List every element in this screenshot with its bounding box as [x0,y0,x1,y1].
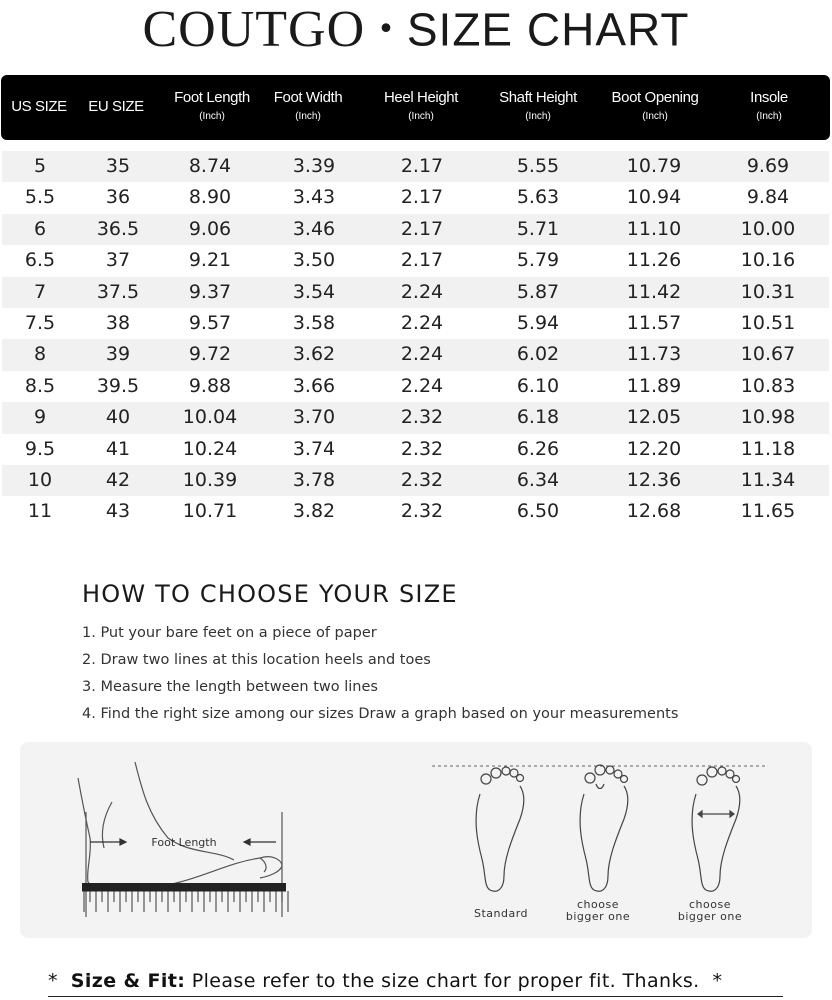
table-cell: 2.32 [400,468,444,491]
how-to-heading: HOW TO CHOOSE YOUR SIZE [82,580,458,608]
wide-foot-icon [692,767,740,891]
table-cell: 11.26 [626,249,682,272]
table-cell: 3.78 [292,468,336,491]
table-cell: 37 [105,249,131,272]
table-cell: 9.69 [746,155,790,177]
table-cell: 6.26 [516,437,560,460]
table-cell: 2.17 [400,186,444,209]
table-row [2,465,829,496]
table-row [2,214,829,245]
table-cell: 8 [33,343,47,366]
table-cell: 3.70 [292,406,336,429]
table-cell: 11.42 [626,280,682,303]
table-cell: 2.17 [400,217,444,240]
table-row [2,434,829,465]
table-row [2,496,829,527]
table-cell: 10.94 [626,186,682,209]
table-cell: 10.31 [740,280,796,303]
side-foot-icon [78,762,282,890]
table-cell: 5.55 [516,155,560,177]
table-cell: 35 [105,155,131,177]
table-row [2,371,829,402]
table-cell: 5.94 [516,311,560,334]
table-cell: 6.18 [516,406,560,429]
table-cell: 11.57 [626,311,682,334]
header-eu-size: EU SIZE [88,98,144,115]
step-1: 1. Put your bare feet on a piece of paper [82,625,377,641]
table-cell: 3.46 [292,217,336,240]
header-shaft-height: Shaft Height (Inch) [499,89,577,122]
table-cell: 6 [33,217,47,240]
table-cell: 12.68 [626,500,682,523]
table-cell: 9.5 [24,437,56,460]
step-3: 3. Measure the length between two lines [82,679,378,695]
table-cell: 10.39 [182,468,238,491]
table-cell: 2.24 [400,280,444,303]
table-header [1,75,830,140]
table-cell: 11.89 [626,374,682,397]
table-cell: 6.5 [24,249,56,272]
table-row [2,277,829,308]
table-cell: 6.02 [516,343,560,366]
choose-bigger-label-1: choose bigger one [565,898,631,923]
table-cell: 6.50 [516,500,560,523]
title-separator: • [377,12,395,47]
table-cell: 2.24 [400,343,444,366]
table-cell: 36.5 [96,217,140,240]
table-cell: 5.5 [24,186,56,209]
table-cell: 3.43 [292,186,336,209]
size-table-body [2,151,829,528]
table-cell: 9.21 [188,249,232,272]
table-cell: 10.24 [182,437,238,460]
table-cell: 3.74 [292,437,336,460]
table-row [2,151,829,182]
table-cell: 2.24 [400,374,444,397]
table-cell: 10.71 [182,500,238,523]
table-row [2,182,829,213]
table-cell: 3.54 [292,280,336,303]
header-insole: Insole (Inch) [750,89,788,122]
brand-name: COUTGO [142,1,366,58]
table-cell: 3.62 [292,343,336,366]
table-cell: 2.32 [400,406,444,429]
table-cell: 2.32 [400,437,444,460]
table-cell: 9.57 [188,311,232,334]
table-cell: 2.17 [400,249,444,272]
table-cell: 38 [105,311,131,334]
table-cell: 10.98 [740,406,796,429]
footnote-text: Please refer to the size chart for proper fit. Thanks. [185,970,700,992]
table-cell: 3.50 [292,249,336,272]
step-4: 4. Find the right size among our sizes Draw a graph based on your measurements [82,706,679,722]
standard-label: Standard [474,907,529,920]
table-cell: 9.88 [188,374,232,397]
table-cell: 2.24 [400,311,444,334]
table-cell: 5.63 [516,186,560,209]
table-cell: 9.84 [746,186,790,209]
table-cell: 39.5 [96,374,140,397]
table-cell: 12.36 [626,468,682,491]
table-cell: 42 [105,468,131,491]
measurement-diagram [20,742,812,938]
table-cell: 11 [27,500,53,523]
header-us-size: US SIZE [11,98,67,115]
table-cell: 9.37 [188,280,232,303]
standard-foot-icon [476,767,524,891]
choose-bigger-label-2: choose bigger one [677,898,743,923]
how-to-steps [82,622,678,730]
table-cell: 39 [105,343,131,366]
table-cell: 10.51 [740,311,796,334]
table-cell: 41 [105,437,131,460]
table-cell: 5.87 [516,280,560,303]
table-cell: 3.58 [292,311,336,334]
table-cell: 10.00 [740,217,796,240]
ruler-icon [82,883,288,912]
table-cell: 36 [105,186,131,209]
header-foot-length: Foot Length (Inch) [174,89,250,122]
table-cell: 3.82 [292,500,336,523]
table-row [2,308,829,339]
table-cell: 3.66 [292,374,336,397]
table-cell: 10.04 [182,406,238,429]
header-foot-width: Foot Width (Inch) [273,89,343,122]
table-cell: 6.34 [516,468,560,491]
table-cell: 40 [105,406,131,429]
table-cell: 12.20 [626,437,682,460]
footnote-star-right: * [712,970,723,992]
table-cell: 10 [27,468,53,491]
table-cell: 9 [33,406,47,429]
table-cell: 8.5 [24,374,56,397]
step-2: 2. Draw two lines at this location heels and toes [82,652,431,668]
table-cell: 10.79 [626,155,682,177]
table-cell: 5.79 [516,249,560,272]
table-cell: 9.72 [188,343,232,366]
table-cell: 8.74 [188,155,232,177]
table-cell: 11.18 [740,437,796,460]
table-cell: 7 [33,280,47,303]
table-cell: 11.34 [740,468,796,491]
header-heel-height: Heel Height (Inch) [384,89,458,122]
foot-length-label: Foot Length [151,836,217,849]
long-toe-foot-icon [580,765,628,891]
table-row [2,339,829,370]
table-cell: 3.39 [292,155,336,177]
table-cell: 5 [33,155,47,177]
table-row [2,402,829,433]
table-cell: 9.06 [188,217,232,240]
table-cell: 6.10 [516,374,560,397]
table-cell: 10.16 [740,249,796,272]
table-cell: 2.17 [400,155,444,177]
footnote-star-left: * [48,970,58,992]
table-cell: 10.83 [740,374,796,397]
footnote-bold-label: Size & Fit: [70,970,186,992]
table-cell: 11.10 [626,217,682,240]
footnote-underline [48,996,783,997]
measurement-diagram-panel [20,742,812,938]
table-cell: 5.71 [516,217,560,240]
size-chart-title [0,0,832,56]
table-cell: 37.5 [96,280,140,303]
table-cell: 7.5 [24,311,56,334]
table-row [2,245,829,276]
table-cell: 8.90 [188,186,232,209]
table-cell: 11.65 [740,500,796,523]
header-boot-opening: Boot Opening (Inch) [611,89,699,122]
table-cell: 10.67 [740,343,796,366]
chart-subtitle: SIZE CHART [406,3,690,56]
table-cell: 12.05 [626,406,682,429]
table-cell: 43 [105,500,131,523]
table-cell: 2.32 [400,500,444,523]
table-cell: 11.73 [626,343,682,366]
